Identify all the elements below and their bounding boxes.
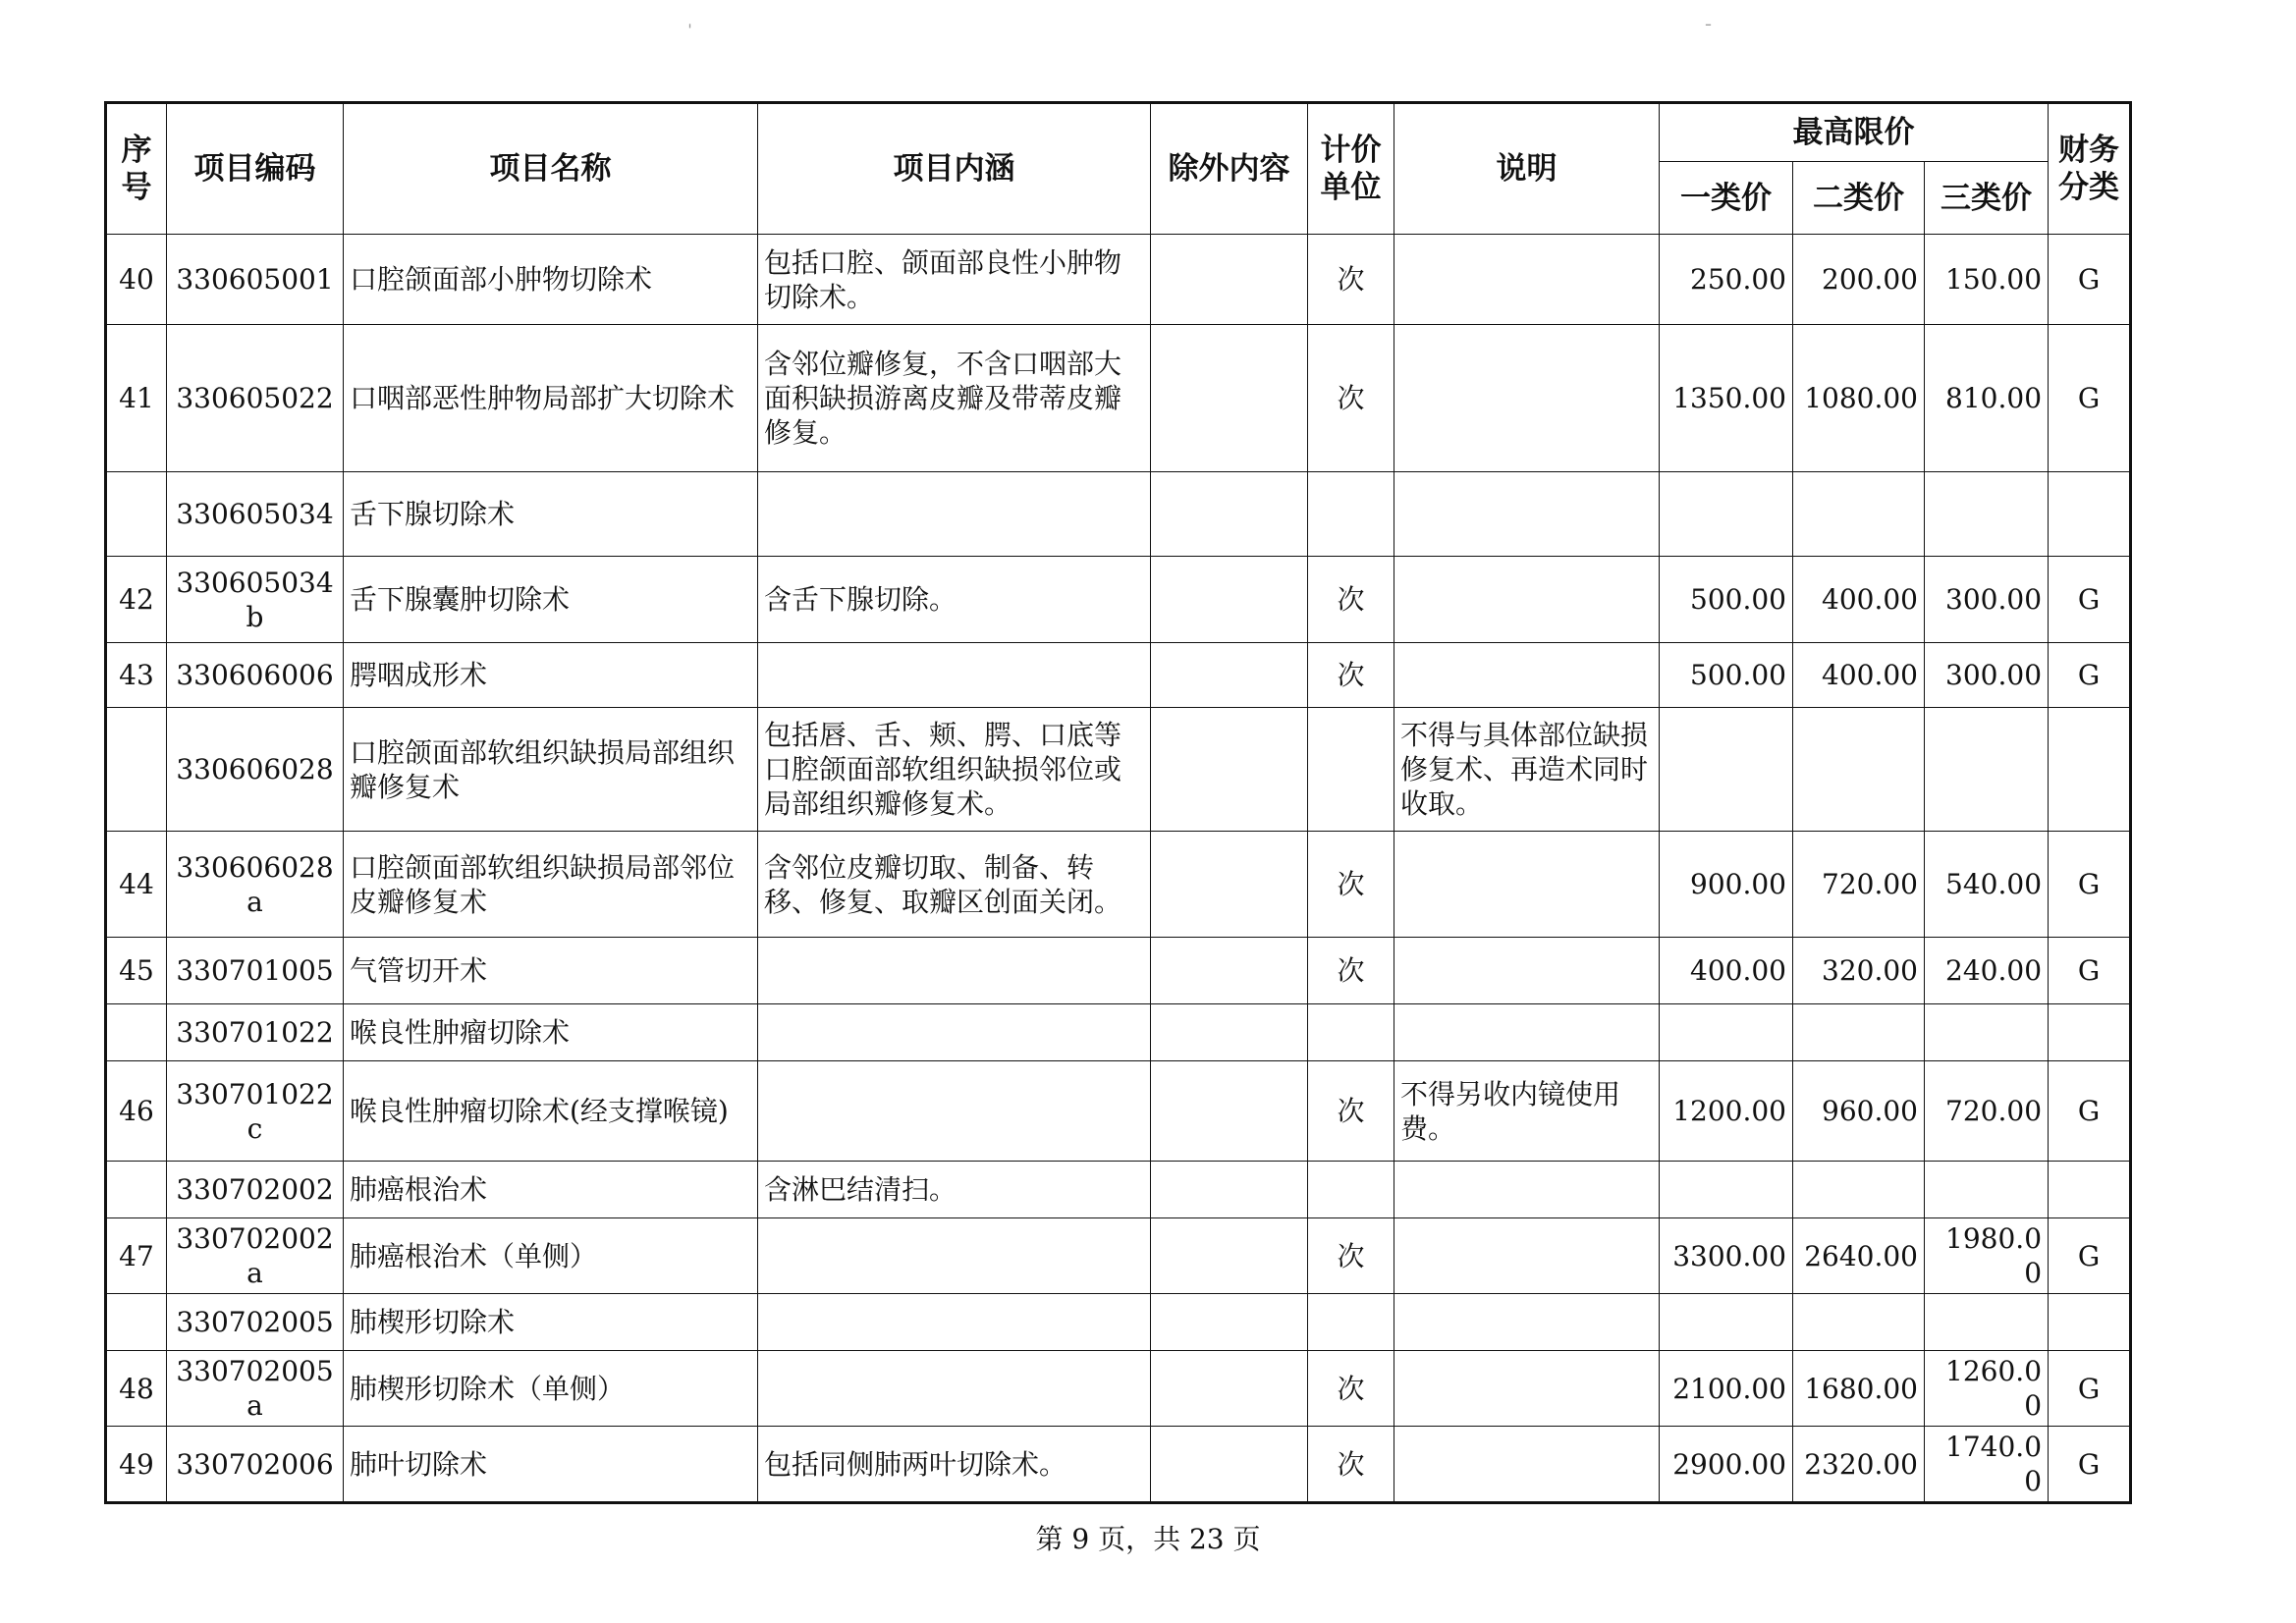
cell-finance: G <box>2049 1351 2131 1427</box>
cell-content: 含邻位瓣修复，不含口咽部大面积缺损游离皮瓣及带蒂皮瓣修复。 <box>758 325 1151 472</box>
cell-name: 舌下腺切除术 <box>344 472 758 557</box>
cell-name: 肺叶切除术 <box>344 1427 758 1503</box>
table-row <box>106 472 2131 557</box>
cell-class3-price <box>1925 1162 2049 1218</box>
cell-unit <box>1308 1162 1394 1218</box>
cell-class3-price <box>1925 708 2049 832</box>
cell-excluded <box>1151 557 1308 643</box>
table-row <box>106 557 2131 643</box>
cell-excluded <box>1151 1294 1308 1351</box>
cell-class2-price <box>1793 1162 1925 1218</box>
cell-excluded <box>1151 1218 1308 1294</box>
cell-note <box>1394 1294 1660 1351</box>
cell-seq: 45 <box>106 938 167 1004</box>
cell-seq: 44 <box>106 832 167 938</box>
cell-unit <box>1308 1294 1394 1351</box>
cell-unit: 次 <box>1308 235 1394 325</box>
table-row <box>106 1294 2131 1351</box>
table-row <box>106 235 2131 325</box>
cell-name: 口腔颌面部软组织缺损局部邻位皮瓣修复术 <box>344 832 758 938</box>
cell-class3-price: 720.00 <box>1925 1061 2049 1162</box>
header-excluded: 除外内容 <box>1151 103 1308 235</box>
cell-excluded <box>1151 708 1308 832</box>
cell-name: 口咽部恶性肿物局部扩大切除术 <box>344 325 758 472</box>
cell-class3-price: 810.00 <box>1925 325 2049 472</box>
cell-note: 不得与具体部位缺损修复术、再造术同时收取。 <box>1394 708 1660 832</box>
header-seq: 序号 <box>106 103 167 235</box>
header-class1: 一类价 <box>1660 162 1793 235</box>
scan-speck: ˈ <box>687 22 692 42</box>
cell-note <box>1394 1162 1660 1218</box>
table-row <box>106 1427 2131 1503</box>
cell-content <box>758 472 1151 557</box>
cell-finance <box>2049 472 2131 557</box>
cell-note <box>1394 1218 1660 1294</box>
cell-class2-price: 960.00 <box>1793 1061 1925 1162</box>
cell-finance: G <box>2049 643 2131 708</box>
cell-class2-price: 1680.00 <box>1793 1351 1925 1427</box>
cell-class1-price: 500.00 <box>1660 643 1793 708</box>
cell-note <box>1394 325 1660 472</box>
cell-code: 330606028 <box>167 708 344 832</box>
cell-unit: 次 <box>1308 1061 1394 1162</box>
cell-content: 包括口腔、颌面部良性小肿物切除术。 <box>758 235 1151 325</box>
cell-content: 含舌下腺切除。 <box>758 557 1151 643</box>
table-row <box>106 1218 2131 1294</box>
cell-code: 330606006 <box>167 643 344 708</box>
cell-finance: G <box>2049 1427 2131 1503</box>
cell-class2-price: 720.00 <box>1793 832 1925 938</box>
cell-unit: 次 <box>1308 1351 1394 1427</box>
cell-excluded <box>1151 1162 1308 1218</box>
cell-class1-price <box>1660 472 1793 557</box>
cell-class3-price: 1740.00 <box>1925 1427 2049 1503</box>
cell-code: 330702002 <box>167 1162 344 1218</box>
cell-name: 舌下腺囊肿切除术 <box>344 557 758 643</box>
cell-content: 含邻位皮瓣切取、制备、转移、修复、取瓣区创面关闭。 <box>758 832 1151 938</box>
cell-content <box>758 938 1151 1004</box>
cell-class1-price: 2100.00 <box>1660 1351 1793 1427</box>
cell-content: 包括同侧肺两叶切除术。 <box>758 1427 1151 1503</box>
cell-excluded <box>1151 1351 1308 1427</box>
table-row <box>106 708 2131 832</box>
cell-name: 气管切开术 <box>344 938 758 1004</box>
cell-excluded <box>1151 938 1308 1004</box>
cell-unit: 次 <box>1308 1218 1394 1294</box>
cell-name: 肺癌根治术（单侧） <box>344 1218 758 1294</box>
cell-class2-price: 2320.00 <box>1793 1427 1925 1503</box>
cell-code: 330605034b <box>167 557 344 643</box>
cell-class1-price <box>1660 1004 1793 1061</box>
cell-name: 口腔颌面部软组织缺损局部组织瓣修复术 <box>344 708 758 832</box>
cell-note <box>1394 643 1660 708</box>
cell-excluded <box>1151 472 1308 557</box>
header-note: 说明 <box>1394 103 1660 235</box>
cell-class3-price: 240.00 <box>1925 938 2049 1004</box>
cell-class3-price: 540.00 <box>1925 832 2049 938</box>
cell-class1-price: 900.00 <box>1660 832 1793 938</box>
table-body <box>106 235 2131 1503</box>
cell-note <box>1394 1427 1660 1503</box>
cell-unit: 次 <box>1308 1427 1394 1503</box>
cell-note <box>1394 235 1660 325</box>
table-row <box>106 325 2131 472</box>
cell-code: 330701022 <box>167 1004 344 1061</box>
cell-finance <box>2049 1004 2131 1061</box>
cell-class3-price: 300.00 <box>1925 557 2049 643</box>
table-row <box>106 1162 2131 1218</box>
cell-unit <box>1308 708 1394 832</box>
header-max-price: 最高限价 <box>1660 103 2049 162</box>
cell-note <box>1394 938 1660 1004</box>
cell-class2-price: 400.00 <box>1793 557 1925 643</box>
cell-code: 330605001 <box>167 235 344 325</box>
cell-finance <box>2049 1294 2131 1351</box>
header-finance: 财务分类 <box>2049 103 2131 235</box>
cell-unit: 次 <box>1308 557 1394 643</box>
header-content: 项目内涵 <box>758 103 1151 235</box>
cell-excluded <box>1151 1004 1308 1061</box>
header-unit: 计价单位 <box>1308 103 1394 235</box>
cell-seq: 49 <box>106 1427 167 1503</box>
cell-class1-price <box>1660 1294 1793 1351</box>
cell-class1-price: 1350.00 <box>1660 325 1793 472</box>
header-code: 项目编码 <box>167 103 344 235</box>
table-row <box>106 832 2131 938</box>
cell-finance: G <box>2049 832 2131 938</box>
cell-class1-price: 250.00 <box>1660 235 1793 325</box>
cell-excluded <box>1151 235 1308 325</box>
cell-note <box>1394 1004 1660 1061</box>
cell-seq: 41 <box>106 325 167 472</box>
header-name: 项目名称 <box>344 103 758 235</box>
cell-code: 330606028a <box>167 832 344 938</box>
cell-unit: 次 <box>1308 325 1394 472</box>
table-row <box>106 643 2131 708</box>
cell-seq <box>106 1294 167 1351</box>
cell-code: 330702006 <box>167 1427 344 1503</box>
cell-finance: G <box>2049 325 2131 472</box>
cell-class3-price: 1980.00 <box>1925 1218 2049 1294</box>
cell-content: 含淋巴结清扫。 <box>758 1162 1151 1218</box>
table-row <box>106 1004 2131 1061</box>
cell-seq: 42 <box>106 557 167 643</box>
page-number: 第 9 页，共 23 页 <box>1035 1523 1261 1555</box>
cell-name: 口腔颌面部小肿物切除术 <box>344 235 758 325</box>
cell-finance: G <box>2049 235 2131 325</box>
cell-class1-price: 3300.00 <box>1660 1218 1793 1294</box>
cell-name: 喉良性肿瘤切除术(经支撑喉镜) <box>344 1061 758 1162</box>
cell-class2-price: 200.00 <box>1793 235 1925 325</box>
fee-schedule-table <box>104 101 2132 1504</box>
cell-class3-price <box>1925 1004 2049 1061</box>
cell-class3-price: 150.00 <box>1925 235 2049 325</box>
cell-name: 肺癌根治术 <box>344 1162 758 1218</box>
cell-class1-price: 2900.00 <box>1660 1427 1793 1503</box>
cell-class2-price: 2640.00 <box>1793 1218 1925 1294</box>
cell-unit: 次 <box>1308 832 1394 938</box>
cell-class1-price <box>1660 1162 1793 1218</box>
cell-class2-price <box>1793 472 1925 557</box>
cell-class2-price: 320.00 <box>1793 938 1925 1004</box>
cell-name: 肺楔形切除术（单侧） <box>344 1351 758 1427</box>
table-row <box>106 1351 2131 1427</box>
cell-note <box>1394 472 1660 557</box>
cell-excluded <box>1151 643 1308 708</box>
cell-finance: G <box>2049 557 2131 643</box>
cell-code: 330702005a <box>167 1351 344 1427</box>
cell-finance: G <box>2049 938 2131 1004</box>
cell-code: 330701022c <box>167 1061 344 1162</box>
cell-content <box>758 1351 1151 1427</box>
cell-unit <box>1308 472 1394 557</box>
cell-seq <box>106 1004 167 1061</box>
cell-note: 不得另收内镜使用费。 <box>1394 1061 1660 1162</box>
cell-class2-price <box>1793 1294 1925 1351</box>
cell-code: 330702005 <box>167 1294 344 1351</box>
cell-content <box>758 1218 1151 1294</box>
header-class2: 二类价 <box>1793 162 1925 235</box>
cell-content <box>758 1061 1151 1162</box>
cell-class1-price: 500.00 <box>1660 557 1793 643</box>
cell-seq: 47 <box>106 1218 167 1294</box>
cell-name: 腭咽成形术 <box>344 643 758 708</box>
cell-unit: 次 <box>1308 938 1394 1004</box>
cell-seq: 46 <box>106 1061 167 1162</box>
cell-code: 330702002a <box>167 1218 344 1294</box>
cell-excluded <box>1151 1427 1308 1503</box>
cell-code: 330701005 <box>167 938 344 1004</box>
cell-class3-price: 300.00 <box>1925 643 2049 708</box>
table-row <box>106 938 2131 1004</box>
cell-finance <box>2049 1162 2131 1218</box>
cell-seq <box>106 472 167 557</box>
cell-class2-price <box>1793 708 1925 832</box>
cell-code: 330605034 <box>167 472 344 557</box>
table-row <box>106 1061 2131 1162</box>
cell-finance: G <box>2049 1061 2131 1162</box>
cell-class1-price <box>1660 708 1793 832</box>
cell-excluded <box>1151 325 1308 472</box>
cell-unit: 次 <box>1308 643 1394 708</box>
cell-seq <box>106 1162 167 1218</box>
cell-content <box>758 643 1151 708</box>
cell-class1-price: 1200.00 <box>1660 1061 1793 1162</box>
header-class3: 三类价 <box>1925 162 2049 235</box>
cell-excluded <box>1151 1061 1308 1162</box>
cell-name: 肺楔形切除术 <box>344 1294 758 1351</box>
scan-speck: ˉ <box>1704 22 1713 42</box>
cell-note <box>1394 832 1660 938</box>
cell-note <box>1394 1351 1660 1427</box>
cell-class3-price <box>1925 1294 2049 1351</box>
cell-seq: 43 <box>106 643 167 708</box>
cell-class2-price: 400.00 <box>1793 643 1925 708</box>
cell-code: 330605022 <box>167 325 344 472</box>
cell-class3-price: 1260.00 <box>1925 1351 2049 1427</box>
cell-class2-price <box>1793 1004 1925 1061</box>
cell-name: 喉良性肿瘤切除术 <box>344 1004 758 1061</box>
cell-excluded <box>1151 832 1308 938</box>
cell-seq: 40 <box>106 235 167 325</box>
cell-content <box>758 1294 1151 1351</box>
cell-content <box>758 1004 1151 1061</box>
cell-seq: 48 <box>106 1351 167 1427</box>
cell-class2-price: 1080.00 <box>1793 325 1925 472</box>
cell-note <box>1394 557 1660 643</box>
cell-unit <box>1308 1004 1394 1061</box>
cell-finance <box>2049 708 2131 832</box>
cell-seq <box>106 708 167 832</box>
cell-finance: G <box>2049 1218 2131 1294</box>
cell-class1-price: 400.00 <box>1660 938 1793 1004</box>
cell-class3-price <box>1925 472 2049 557</box>
cell-content: 包括唇、舌、颊、腭、口底等口腔颌面部软组织缺损邻位或局部组织瓣修复术。 <box>758 708 1151 832</box>
